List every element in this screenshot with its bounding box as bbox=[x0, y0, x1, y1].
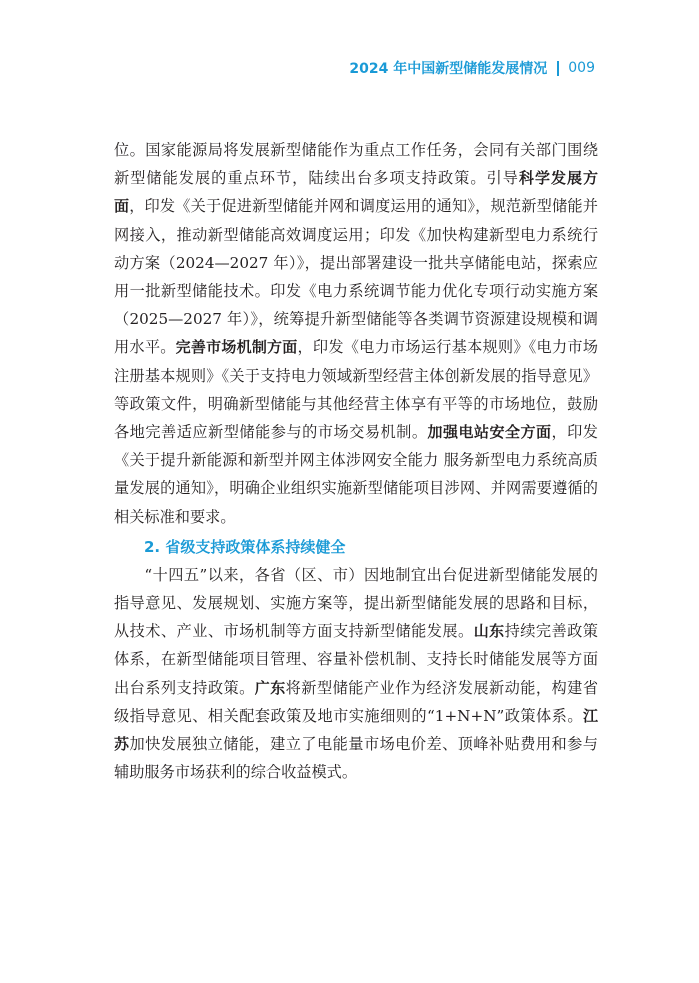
text-span: 位。国家能源局将发展新型储能作为重点工作任务，会同有关部门围绕新型储能发展的重点环节，陆续出台多项支持政策。引导 bbox=[114, 141, 598, 188]
text-span: ，印发《电力市场运行基本规则》《电力市场注册基本规则》《关于支持电力领域新型经营主体创新发展的指导意见》等政策文件，明确新型储能与其他经营主体享有平等的市场地位，鼓励各地完善适应新型储能参与的市场交易机制。 bbox=[114, 338, 598, 442]
bold-keyword: 江苏 bbox=[114, 706, 598, 754]
text-span: ，印发《关于促进新型储能并网和调度运用的通知》，规范新型储能并网接入，推动新型储能高效调度运用；印发《加快构建新型电力系统行动方案（2024—2027 年）》，提出部署建设一批共享储能电站，探索应用一批新型储能技术。印发《电力系统调节能力优化专项行动实施方案（2025—2027 年）》，统筹提升新型储能等各类调节资源建设规模和调用水平。 bbox=[114, 197, 598, 357]
paragraph-provincial-policy bbox=[114, 561, 598, 787]
bold-keyword: 山东 bbox=[473, 622, 505, 641]
paragraph-national-policy bbox=[114, 136, 598, 531]
page-number: 009 bbox=[568, 60, 595, 76]
bold-keyword: 加强电站安全方面 bbox=[427, 423, 552, 442]
section-heading: 2. 省级支持政策体系持续健全 bbox=[144, 537, 346, 556]
header-title: 2024 年中国新型储能发展情况 bbox=[349, 61, 548, 77]
bold-keyword: 广东 bbox=[254, 678, 286, 697]
text-span: “十四五”以来，各省（区、市）因地制宜出台促进新型储能发展的指导意见、发展规划、实施方案等，提出新型储能发展的思路和目标，从技术、产业、市场机制等方面支持新型储能发展。 bbox=[114, 565, 598, 641]
text-span: 加快发展独立储能，建立了电能量市场电价差、顶峰补贴费用和参与辅助服务市场获利的综合收益模式。 bbox=[114, 735, 598, 782]
running-header bbox=[349, 58, 595, 78]
header-divider bbox=[557, 61, 559, 76]
text-span: 持续完善政策体系，在新型储能项目管理、容量补偿机制、支持长时储能发展等方面出台系列支持政策。 bbox=[114, 622, 598, 697]
text-span: 将新型储能产业作为经济发展新动能，构建省级指导意见、相关配套政策及地市实施细则的“1+N+N”政策体系。 bbox=[114, 678, 599, 725]
page-body bbox=[114, 136, 598, 786]
bold-keyword: 科学发展方面 bbox=[114, 169, 598, 216]
text-span: ，印发《关于提升新能源和新型并网主体涉网安全能力 服务新型电力系统高质量发展的通知》，明确企业组织实施新型储能项目涉网、并网需要遵循的相关标准和要求。 bbox=[114, 423, 598, 526]
bold-keyword: 完善市场机制方面 bbox=[175, 338, 298, 357]
